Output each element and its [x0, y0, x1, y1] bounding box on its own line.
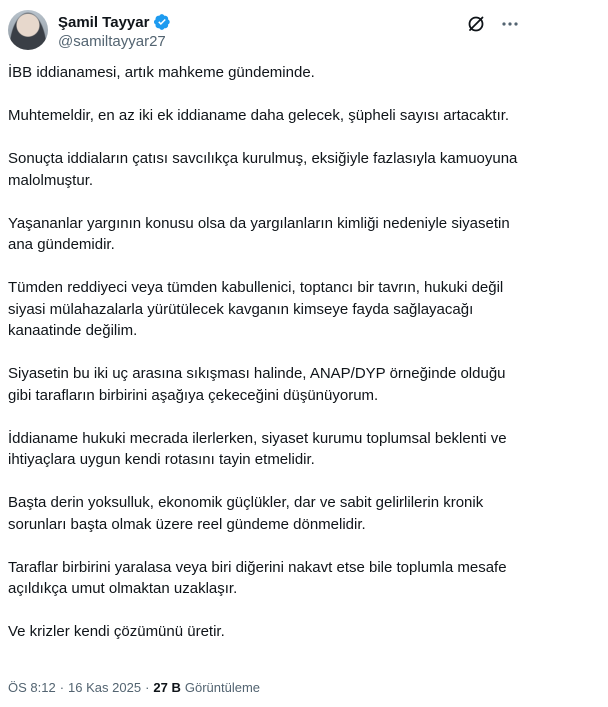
tweet-date[interactable]: 16 Kas 2025 [68, 680, 142, 695]
tweet-paragraph: Taraflar birbirini yaralasa veya biri diğerini nakavt etse bile toplumla mesafe açıldıkça umut olmaktan uzaklaşır. [8, 558, 507, 597]
verified-badge-icon [153, 13, 171, 31]
tweet-paragraph: Tümden reddiyeci veya tümden kabullenici, toptancı bir tavrın, hukuki değil siyasi mülahazalarla yürütülecek kavganın kimseye fayda sağlayacağı kanaatinde değilim. [8, 279, 504, 339]
tweet-paragraph: Siyasetin bu iki uç arasına sıkışması halinde, ANAP/DYP örneğinde olduğu gibi tarafların birbirini aşağıya çekeceğini düşünüyorum. [8, 365, 506, 404]
author-handle[interactable]: @samiltayyar27 [58, 33, 166, 50]
author-display-name[interactable]: Şamil Tayyar [58, 13, 150, 31]
views-label: Görüntüleme [184, 680, 261, 695]
grok-icon[interactable] [466, 14, 486, 34]
meta-separator: · [145, 680, 150, 695]
tweet-time[interactable]: ÖS 8:12 [8, 680, 56, 695]
header-actions [466, 14, 520, 34]
tweet-header [8, 8, 600, 52]
tweet-paragraph: Başta derin yoksulluk, ekonomik güçlükler, dar ve sabit gelirlilerin kronik sorunları başta olmak üzere reel gündeme dönmelidir. [8, 494, 484, 533]
tweet-paragraph: Ve krizler kendi çözümünü üretir. [8, 623, 225, 640]
tweet-paragraph: Yaşananlar yargının konusu olsa da yargılanların kimliği nedeniyle siyasetin ana gündemidir. [8, 214, 510, 253]
meta-separator: · [59, 680, 65, 695]
tweet-paragraph: Muhtemeldir, en az iki ek iddianame daha gelecek, şüpheli sayısı artacaktır. [8, 107, 510, 124]
name-row [58, 12, 171, 32]
views-count: 27 B [153, 680, 181, 695]
tweet-text [8, 62, 528, 664]
author-info [58, 12, 171, 50]
tweet-paragraph: İddianame hukuki mecrada ilerlerken, siyaset kurumu toplumsal beklenti ve ihtiyaçlara uygun kendi rotasını tayin etmelidir. [8, 429, 507, 468]
more-icon[interactable] [500, 14, 520, 34]
tweet-meta [8, 680, 260, 695]
tweet-paragraph: İBB iddianamesi, artık mahkeme gündeminde. [8, 64, 315, 81]
avatar[interactable] [8, 10, 48, 50]
tweet-paragraph: Sonuçta iddiaların çatısı savcılıkça kurulmuş, eksiğiyle fazlasıyla kamuoyuna malolmuştur. [8, 150, 518, 189]
